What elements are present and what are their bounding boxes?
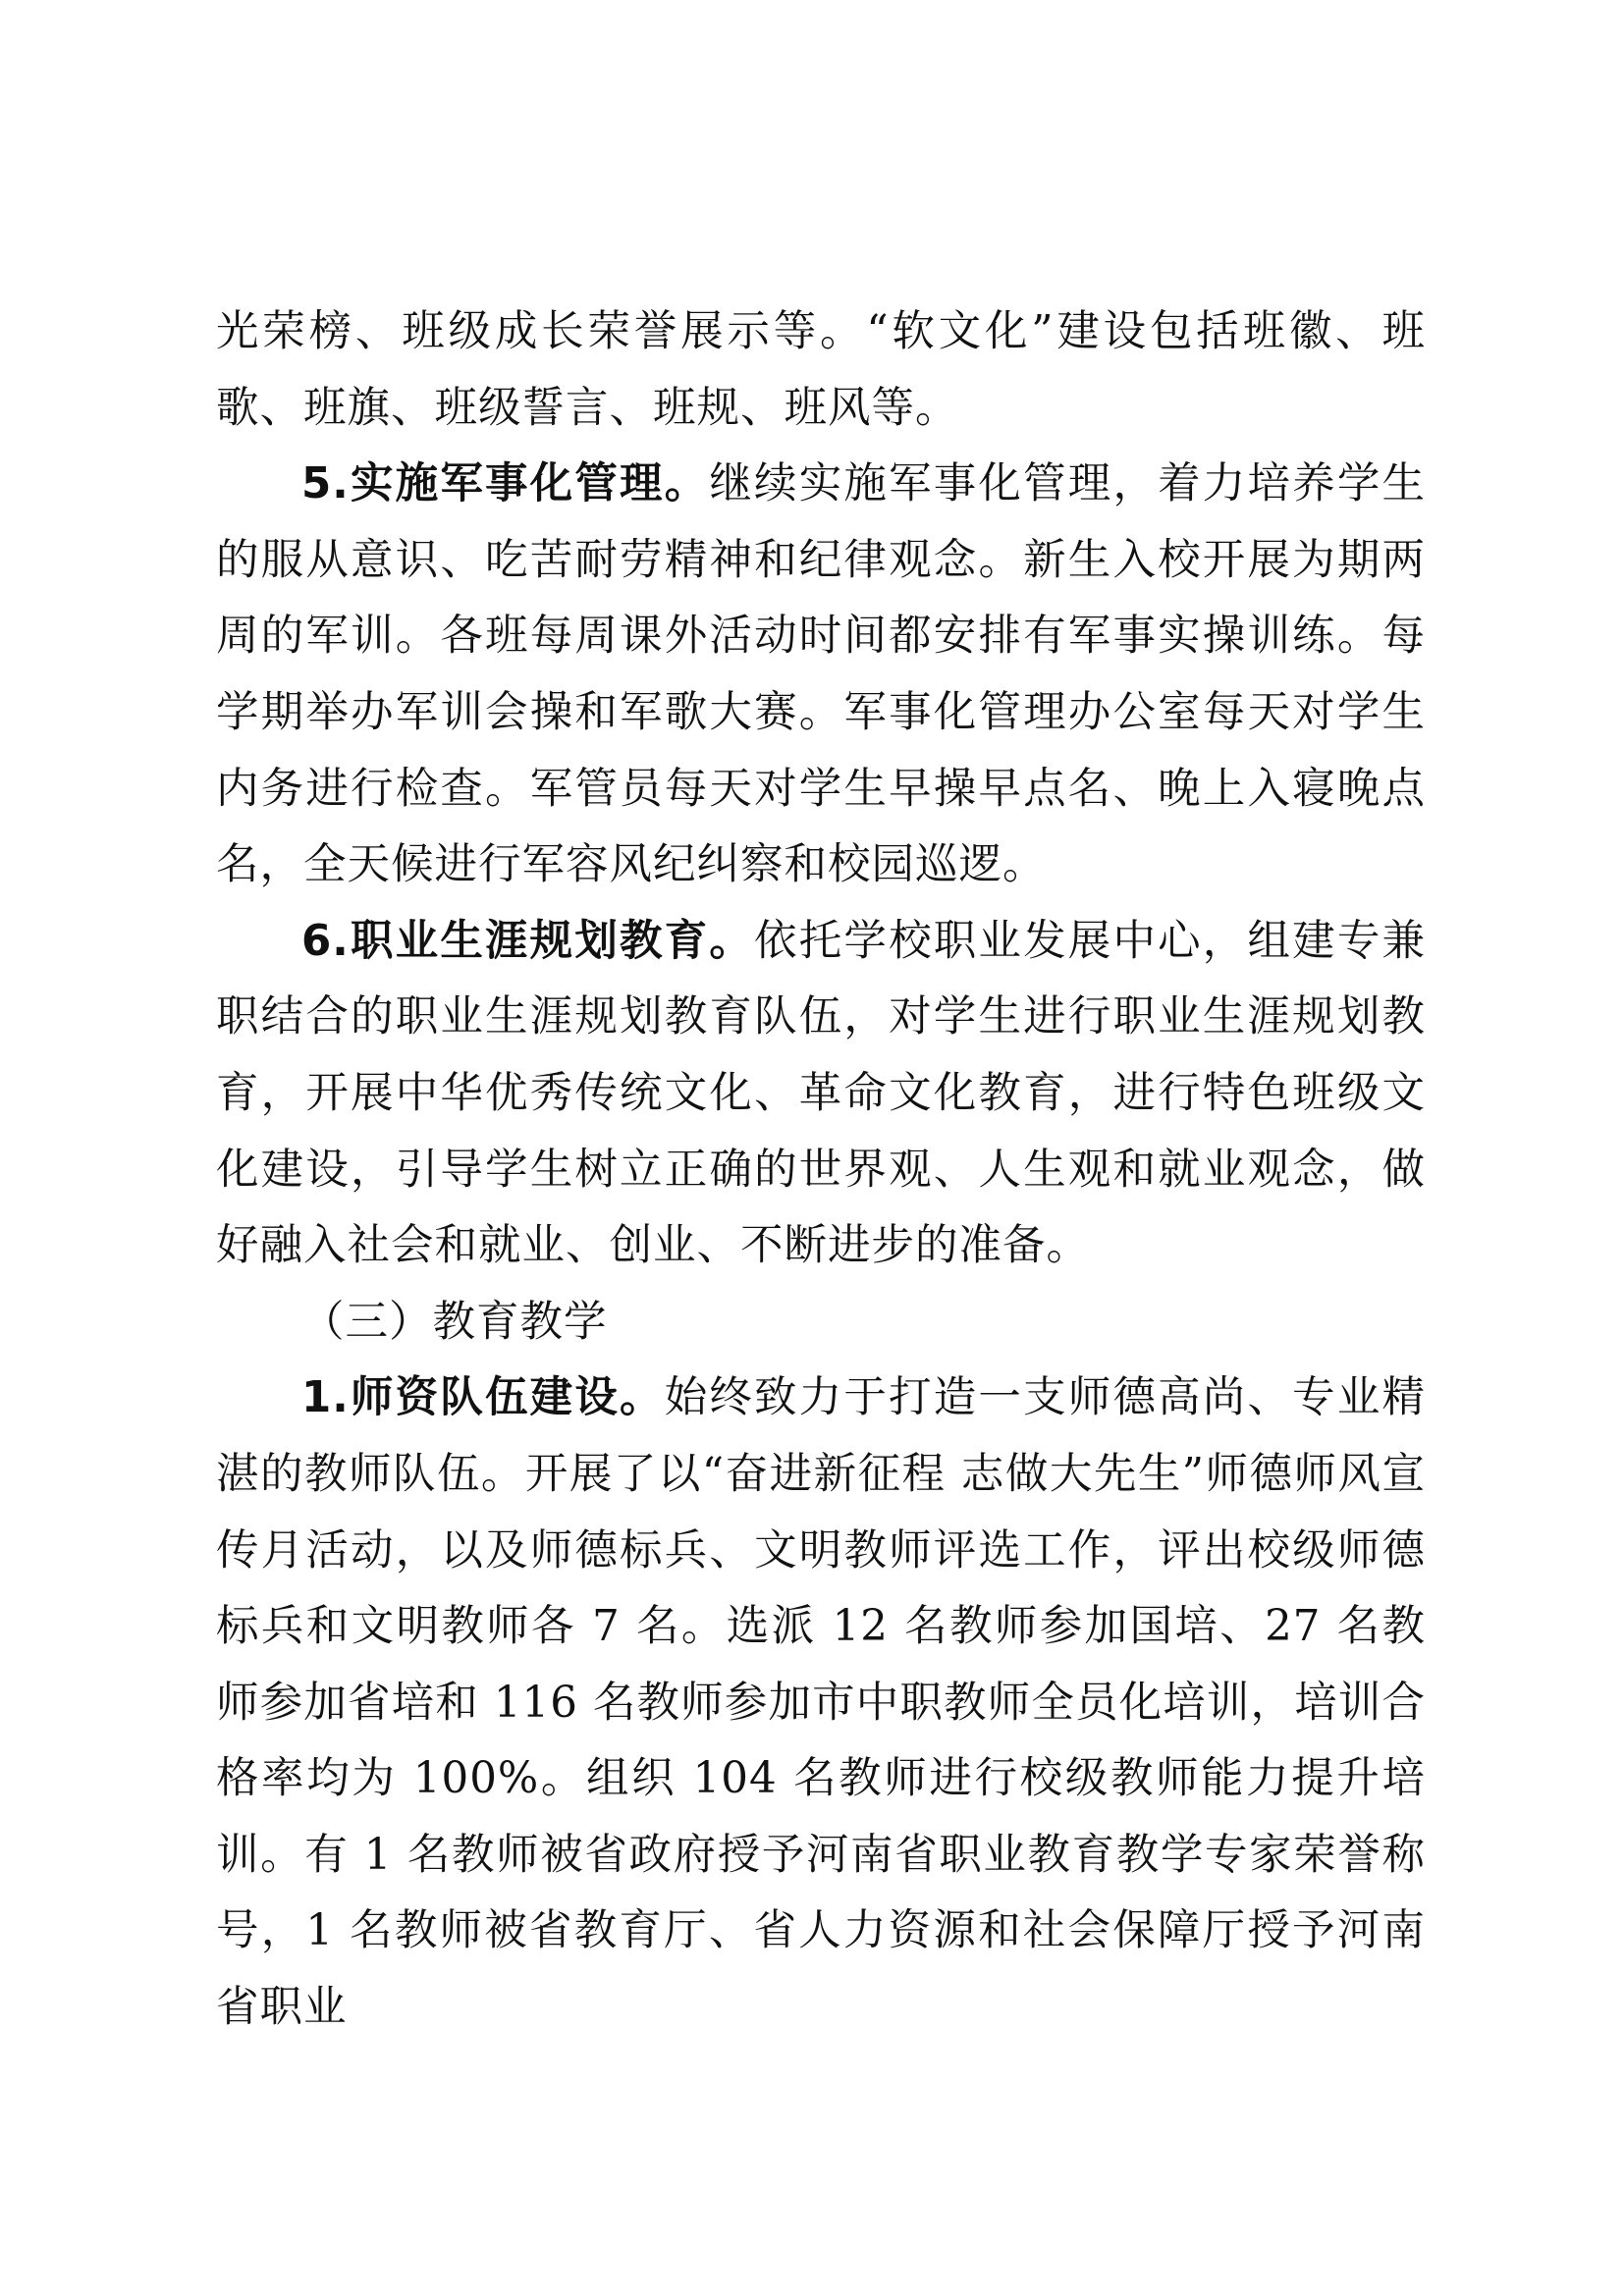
- paragraph-military-management: [216, 447, 1426, 904]
- paragraph-teacher-team: [216, 1361, 1426, 2046]
- paragraph-text: 依托学校职业发展中心，组建专兼职结合的职业生涯规划教育队伍，对学生进行职业生涯规划教育，开展中华优秀传统文化、革命文化教育，进行特色班级文化建设，引导学生树立正确的世界观、人生观和就业观念，做好融入社会和就业、创业、不断进步的准备。: [216, 916, 1426, 1271]
- paragraph-career-planning: [216, 904, 1426, 1285]
- paragraph-text: 始终致力于打造一支师德高尚、专业精湛的教师队伍。开展了以“奋进新征程 志做大先生”师德师风宣传月活动，以及师德标兵、文明教师评选工作，评出校级师德标兵和文明教师各 7 名。选派 12 名教师参加国培、27 名教师参加省培和 116 名教师参加市中职教师全员化培训，培训合格率均为 100%。组织 104 名教师进行校级教师能力提升培训。有 1 名教师被省政府授予河南省职业教育教学专家荣誉称号，1 名教师被省教育厅、省人力资源和社会保障厅授予河南省职业: [216, 1373, 1427, 2033]
- document-body: [216, 294, 1426, 2047]
- paragraph-heading: 5.实施军事化管理。: [301, 459, 710, 509]
- paragraph-continuation: [216, 294, 1426, 447]
- paragraph-text: 光荣榜、班级成长荣誉展示等。“软文化”建设包括班徽、班歌、班旗、班级誓言、班规、班风等。: [216, 307, 1426, 433]
- paragraph-text: 继续实施军事化管理，着力培养学生的服从意识、吃苦耐劳精神和纪律观念。新生入校开展为期两周的军训。各班每周课外活动时间都安排有军事实操训练。每学期举办军训会操和军歌大赛。军事化管理办公室每天对学生内务进行检查。军管员每天对学生早操早点名、晚上入寝晚点名，全天候进行军容风纪纠察和校园巡逻。: [216, 459, 1427, 890]
- paragraph-heading: 1.师资队伍建设。: [301, 1373, 665, 1423]
- paragraph-heading: 6.职业生涯规划教育。: [301, 916, 755, 966]
- section-heading: （三）教育教学: [301, 1297, 608, 1347]
